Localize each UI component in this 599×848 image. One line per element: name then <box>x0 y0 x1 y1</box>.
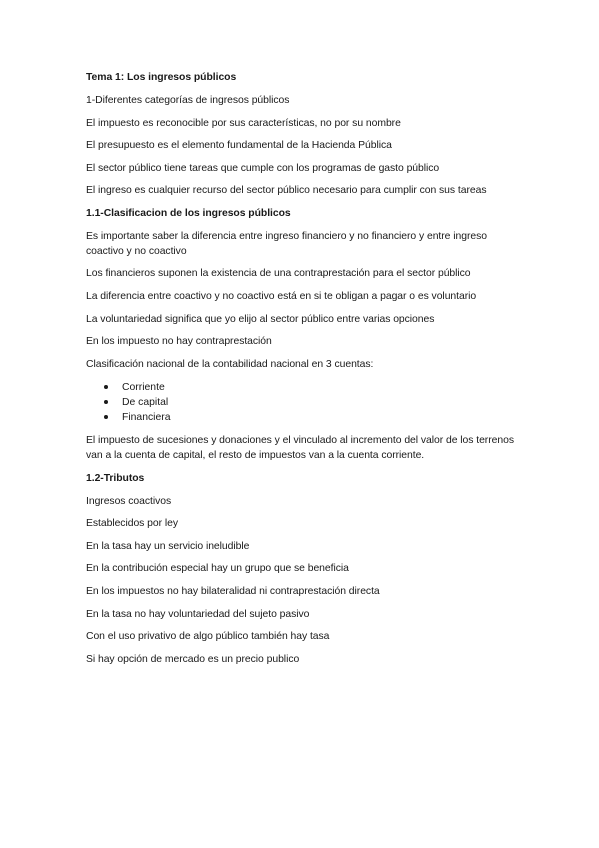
list-item <box>86 380 171 395</box>
bullet-icon <box>104 385 108 389</box>
paragraph: Es importante saber la diferencia entre ingreso financiero y no financiero y entre ingreso coactivo y no coactivo <box>86 231 487 257</box>
paragraph: Los financieros suponen la existencia de una contraprestación para el sector público <box>86 268 471 279</box>
paragraph: El impuesto de sucesiones y donaciones y el vinculado al incremento del valor de los terrenos van a la cuenta de capital, el resto de impuestos van a la cuenta corriente. <box>86 435 514 461</box>
paragraph: La voluntariedad significa que yo elijo al sector público entre varias opciones <box>86 314 435 325</box>
paragraph: El ingreso es cualquier recurso del sector público necesario para cumplir con sus tareas <box>86 185 487 196</box>
list-item-label: De capital <box>122 397 169 408</box>
paragraph: El presupuesto es el elemento fundamental de la Hacienda Pública <box>86 140 392 151</box>
document-title: Tema 1: Los ingresos públicos <box>86 72 237 83</box>
list-item-label: Corriente <box>122 382 165 393</box>
paragraph: La diferencia entre coactivo y no coactivo está en si te obligan a pagar o es voluntario <box>86 291 477 302</box>
paragraph: Si hay opción de mercado es un precio publico <box>86 654 300 665</box>
section-1-1-heading: 1.1-Clasificacion de los ingresos públicos <box>86 208 291 219</box>
paragraph: En la tasa hay un servicio ineludible <box>86 541 250 552</box>
section-1-heading: 1-Diferentes categorías de ingresos públicos <box>86 95 290 106</box>
paragraph: El impuesto es reconocible por sus características, no por su nombre <box>86 118 401 129</box>
list-item <box>86 410 171 425</box>
bullet-icon <box>104 415 108 419</box>
paragraph: En la contribución especial hay un grupo que se beneficia <box>86 563 349 574</box>
list-item <box>86 395 171 410</box>
paragraph: El sector público tiene tareas que cumple con los programas de gasto público <box>86 163 440 174</box>
paragraph: Establecidos por ley <box>86 518 178 529</box>
list-item-label: Financiera <box>122 412 171 423</box>
section-1-2-heading: 1.2-Tributos <box>86 473 145 484</box>
paragraph: En los impuesto no hay contraprestación <box>86 336 272 347</box>
accounts-bullet-list <box>86 380 171 425</box>
bullet-icon <box>104 400 108 404</box>
paragraph: Con el uso privativo de algo público también hay tasa <box>86 631 330 642</box>
paragraph: Ingresos coactivos <box>86 496 172 507</box>
paragraph: En los impuestos no hay bilateralidad ni contraprestación directa <box>86 586 380 597</box>
paragraph: Clasificación nacional de la contabilidad nacional en 3 cuentas: <box>86 359 374 370</box>
paragraph: En la tasa no hay voluntariedad del sujeto pasivo <box>86 609 310 620</box>
